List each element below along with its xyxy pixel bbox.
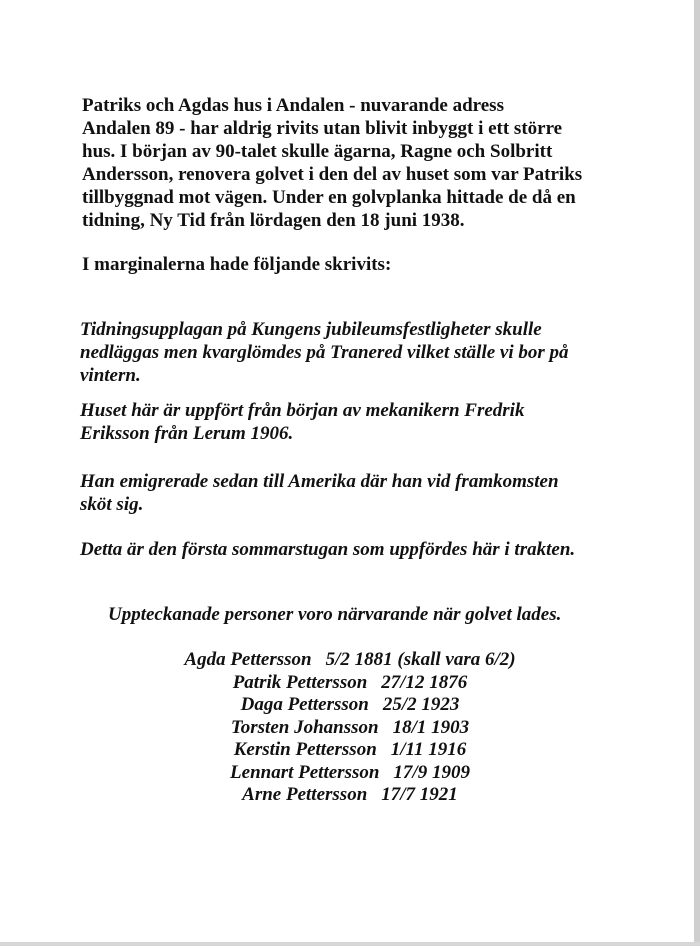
person-entry: [150, 762, 550, 785]
person-entry: [150, 649, 550, 672]
person-entry: [150, 717, 550, 740]
intro-paragraph: [82, 94, 642, 232]
quote-line: Han emigrerade sedan till Amerika där han vid framkomsten: [80, 471, 559, 492]
page-edge-bottom: [0, 942, 700, 946]
quote-line: sköt sig.: [80, 494, 144, 515]
intro-line: Andersson, renovera golvet i den del av huset som var Patriks: [82, 164, 583, 185]
person-date: 5/2 1881 (skall vara 6/2): [325, 649, 516, 670]
person-date: 17/7 1921: [381, 784, 458, 805]
persons-list: [150, 649, 550, 807]
person-entry: [150, 672, 550, 695]
intro-line: Patriks och Agdas hus i Andalen - nuvarande adress: [82, 95, 504, 116]
quote-line: vintern.: [80, 365, 141, 386]
recorded-persons-line: Uppteckanade personer voro närvarande när golvet lades.: [108, 604, 562, 625]
person-name: Lennart Pettersson: [230, 761, 380, 783]
margin-quote: [80, 538, 600, 561]
person-date: 17/9 1909: [393, 761, 470, 783]
intro-line: Andalen 89 - har aldrig rivits utan blivit inbyggt i ett större: [82, 118, 563, 139]
page-edge-right: [694, 0, 700, 946]
margin-quote: [80, 318, 600, 387]
person-name: Patrik Pettersson: [232, 671, 368, 693]
intro-line: tidning, Ny Tid från lördagen den 18 juni 1938.: [82, 210, 465, 231]
person-date: 27/12 1876: [381, 671, 468, 693]
quote-line: Huset här är uppfört från början av mekanikern Fredrik: [80, 400, 525, 421]
person-name: Agda Pettersson: [184, 649, 312, 670]
quote-line: Tidningsupplagan på Kungens jubileumsfestligheter skulle: [80, 319, 542, 340]
person-name: Kerstin Pettersson: [233, 739, 377, 760]
person-date: 18/1 1903: [392, 716, 470, 738]
person-name: Arne Pettersson: [242, 784, 368, 805]
quote-line: Eriksson från Lerum 1906.: [80, 423, 294, 444]
margin-quote: [80, 399, 600, 445]
intro-line: tillbyggnad mot vägen. Under en golvplanka hittade de då en: [82, 187, 576, 208]
person-name: Torsten Johansson: [230, 716, 379, 738]
quote-line: nedläggas men kvarglömdes på Tranered vilket ställe vi bor på: [80, 342, 569, 363]
person-entry: [150, 784, 550, 807]
person-date: 1/11 1916: [390, 739, 467, 760]
person-entry: [150, 694, 550, 717]
quote-line: Detta är den första sommarstugan som uppfördes här i trakten.: [80, 539, 576, 560]
person-entry: [150, 739, 550, 762]
margin-quote: [80, 470, 600, 516]
intro-line: hus. I början av 90-talet skulle ägarna, Ragne och Solbritt: [82, 141, 553, 162]
person-name: Daga Pettersson: [240, 694, 369, 715]
margin-heading: I marginalerna hade följande skrivits:: [82, 254, 392, 275]
person-date: 25/2 1923: [382, 694, 460, 715]
